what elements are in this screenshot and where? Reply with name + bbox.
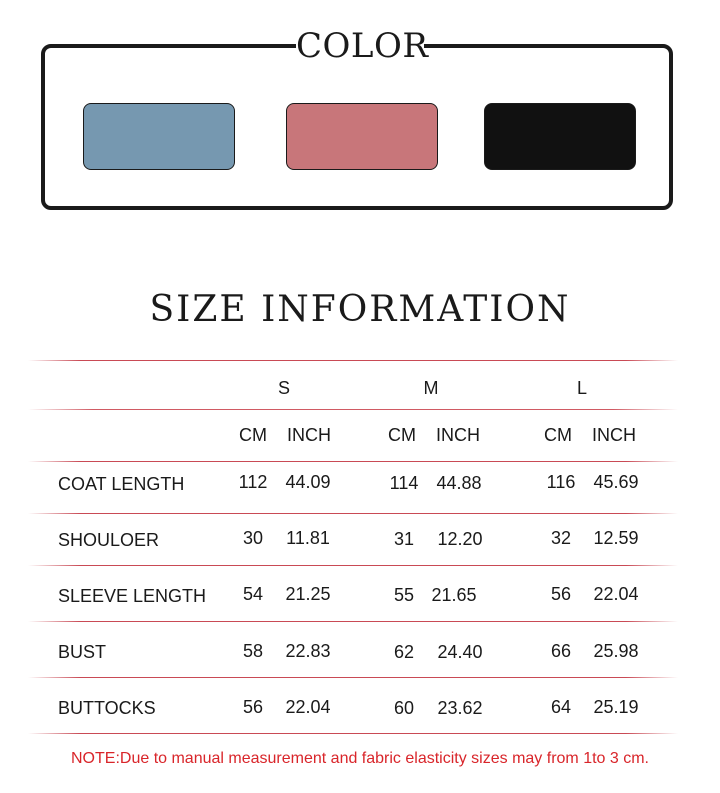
table-rule [28, 409, 678, 410]
table-cell: 62 [393, 642, 415, 662]
table-cell: 112 [238, 472, 268, 492]
table-cell: 58 [242, 641, 264, 661]
unit-header-inch: INCH [436, 425, 480, 445]
table-cell: 44.88 [436, 473, 482, 493]
table-cell: 11.81 [286, 528, 330, 548]
table-cell: 56 [550, 584, 572, 604]
table-cell: 12.20 [437, 529, 483, 549]
size-header-m: M [423, 378, 439, 398]
table-cell: 31 [393, 529, 415, 549]
unit-header-cm: CM [544, 425, 572, 445]
table-rule [28, 565, 678, 566]
size-header-s: S [277, 378, 291, 398]
size-title: SIZE INFORMATION [149, 289, 571, 330]
table-rule [28, 621, 678, 622]
row-label-bust: BUST [58, 642, 107, 662]
swatch-blue[interactable] [83, 103, 235, 170]
table-cell: 66 [550, 641, 572, 661]
table-cell: 55 [393, 585, 415, 605]
row-label-shoulder: SHOULOER [58, 530, 160, 550]
table-cell: 56 [242, 697, 264, 717]
unit-header-inch: INCH [592, 425, 636, 445]
table-cell: 22.04 [593, 584, 639, 604]
table-cell: 21.25 [285, 584, 331, 604]
table-cell: 64 [550, 697, 572, 717]
row-label-coat-length: COAT LENGTH [58, 474, 185, 494]
table-cell: 23.62 [437, 698, 483, 718]
table-rule [28, 733, 678, 734]
table-cell: 54 [242, 584, 264, 604]
unit-header-inch: INCH [287, 425, 331, 445]
swatch-black[interactable] [484, 103, 636, 170]
color-title: COLOR [296, 26, 429, 66]
table-cell: 25.98 [593, 641, 639, 661]
swatch-pink[interactable] [286, 103, 438, 170]
table-cell: 21.65 [431, 585, 477, 605]
row-label-buttocks: BUTTOCKS [58, 698, 156, 718]
table-cell: 30 [242, 528, 264, 548]
row-label-sleeve-length: SLEEVE LENGTH [58, 586, 207, 606]
table-cell: 45.69 [593, 472, 639, 492]
unit-header-cm: CM [239, 425, 267, 445]
unit-header-cm: CM [388, 425, 416, 445]
table-cell: 32 [550, 528, 572, 548]
table-cell: 22.83 [285, 641, 331, 661]
measurement-note: NOTE:Due to manual measurement and fabric elasticity sizes may from 1to 3 cm. [71, 750, 649, 767]
table-cell: 114 [389, 473, 419, 493]
table-rule [28, 513, 678, 514]
table-cell: 116 [546, 472, 576, 492]
table-rule [28, 677, 678, 678]
size-header-l: L [576, 378, 588, 398]
table-cell: 22.04 [285, 697, 331, 717]
table-rule [28, 360, 678, 361]
table-cell: 25.19 [593, 697, 639, 717]
table-cell: 44.09 [285, 472, 331, 492]
table-cell: 24.40 [437, 642, 483, 662]
table-cell: 12.59 [593, 528, 639, 548]
table-rule [28, 461, 678, 462]
table-cell: 60 [393, 698, 415, 718]
